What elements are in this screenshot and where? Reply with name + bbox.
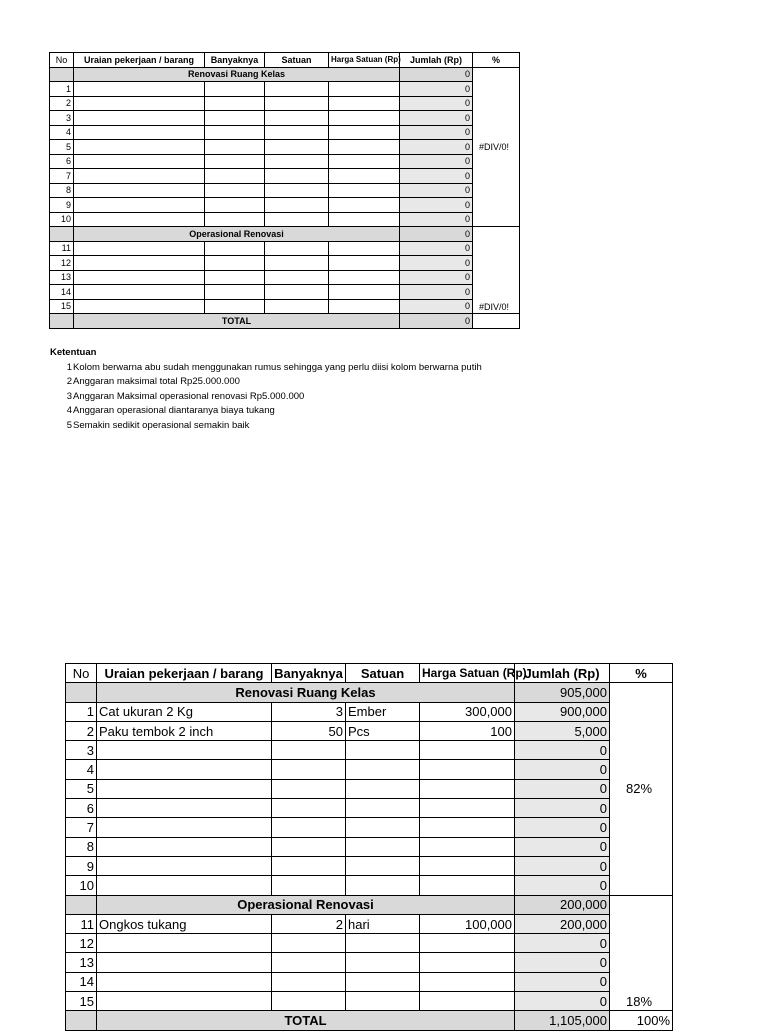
table-row — [50, 256, 520, 271]
section-jumlah: 0 — [400, 227, 473, 242]
row-banyaknya-cell[interactable] — [205, 212, 265, 227]
row-satuan-cell[interactable] — [346, 934, 420, 953]
row-no: 9 — [50, 198, 74, 213]
row-satuan-cell[interactable] — [265, 82, 329, 97]
table-row — [50, 183, 520, 198]
row-satuan-cell[interactable] — [346, 799, 420, 818]
table-row — [50, 299, 520, 314]
row-jumlah-cell: 0 — [400, 125, 473, 140]
table-row — [50, 125, 520, 140]
row-harga-cell[interactable] — [420, 799, 515, 818]
row-satuan-cell[interactable] — [265, 183, 329, 198]
row-no: 6 — [66, 799, 97, 818]
row-banyaknya-cell[interactable] — [205, 256, 265, 271]
row-no: 15 — [66, 992, 97, 1011]
row-banyaknya-cell[interactable] — [205, 154, 265, 169]
table-row — [66, 779, 673, 798]
row-banyaknya-cell[interactable] — [272, 779, 346, 798]
row-banyaknya-cell[interactable] — [272, 934, 346, 953]
section-no-cell — [50, 67, 74, 82]
section-pct: 18% — [610, 895, 673, 1011]
section-row — [66, 683, 673, 702]
row-satuan-cell[interactable] — [346, 856, 420, 875]
row-harga-cell[interactable] — [329, 154, 400, 169]
row-satuan-cell[interactable] — [265, 125, 329, 140]
row-banyaknya-cell[interactable] — [205, 198, 265, 213]
row-harga-cell[interactable] — [329, 125, 400, 140]
note-number: 2 — [66, 376, 72, 387]
header-no: No — [66, 664, 97, 683]
total-row — [66, 1011, 673, 1030]
table-row — [66, 837, 673, 856]
row-uraian-cell[interactable] — [97, 760, 272, 779]
row-uraian-cell[interactable]: Paku tembok 2 inch — [97, 721, 272, 740]
row-jumlah-cell: 200,000 — [515, 914, 610, 933]
row-satuan-cell[interactable] — [265, 285, 329, 300]
row-no: 13 — [50, 270, 74, 285]
table-row — [66, 914, 673, 933]
table-row — [66, 741, 673, 760]
section-title: Operasional Renovasi — [74, 227, 400, 242]
row-uraian-cell[interactable] — [74, 111, 205, 126]
row-banyaknya-cell[interactable] — [205, 183, 265, 198]
note-number: 3 — [66, 390, 72, 402]
row-jumlah-cell: 0 — [515, 876, 610, 895]
row-harga-cell[interactable]: 300,000 — [420, 702, 515, 721]
row-jumlah-cell: 0 — [400, 299, 473, 314]
row-harga-cell[interactable] — [329, 299, 400, 314]
notes-list — [50, 361, 482, 434]
row-banyaknya-cell[interactable] — [272, 953, 346, 972]
row-no: 5 — [66, 779, 97, 798]
header-no: No — [50, 53, 74, 68]
row-uraian-cell[interactable] — [97, 972, 272, 991]
table-row — [50, 111, 520, 126]
note-text: Kolom berwarna abu sudah menggunakan rumus sehingga yang perlu diisi kolom berwarna putih — [73, 361, 482, 373]
row-banyaknya-cell[interactable] — [272, 760, 346, 779]
row-satuan-cell[interactable] — [265, 299, 329, 314]
row-uraian-cell[interactable] — [74, 183, 205, 198]
table-row — [50, 241, 520, 256]
row-no: 2 — [50, 96, 74, 111]
table-row — [66, 760, 673, 779]
table-row — [50, 82, 520, 97]
section-pct: 82% — [610, 683, 673, 895]
row-no: 8 — [66, 837, 97, 856]
row-uraian-cell[interactable] — [97, 856, 272, 875]
row-jumlah-cell: 0 — [515, 799, 610, 818]
section-title: Operasional Renovasi — [97, 895, 515, 914]
row-harga-cell[interactable] — [329, 270, 400, 285]
row-harga-cell[interactable] — [420, 760, 515, 779]
row-satuan-cell[interactable]: hari — [346, 914, 420, 933]
table-row — [50, 198, 520, 213]
row-no: 3 — [50, 111, 74, 126]
section-no-cell — [50, 227, 74, 242]
note-number: 1 — [66, 361, 72, 373]
row-banyaknya-cell[interactable] — [205, 285, 265, 300]
row-jumlah-cell: 0 — [515, 856, 610, 875]
row-jumlah-cell: 0 — [515, 741, 610, 760]
row-satuan-cell[interactable]: Pcs — [346, 721, 420, 740]
row-no: 7 — [50, 169, 74, 184]
row-banyaknya-cell[interactable]: 2 — [272, 914, 346, 933]
row-banyaknya-cell[interactable] — [205, 270, 265, 285]
row-jumlah-cell: 0 — [515, 818, 610, 837]
row-satuan-cell[interactable]: Ember — [346, 702, 420, 721]
total-no-cell — [66, 1011, 97, 1030]
header-harga: Harga Satuan (Rp) — [420, 664, 515, 683]
notes-title: Ketentuan — [50, 347, 97, 358]
row-harga-cell[interactable] — [329, 96, 400, 111]
row-banyaknya-cell[interactable] — [272, 741, 346, 760]
row-no: 11 — [66, 914, 97, 933]
row-jumlah-cell: 0 — [400, 198, 473, 213]
table-row — [66, 992, 673, 1011]
row-satuan-cell[interactable] — [346, 779, 420, 798]
row-harga-cell[interactable] — [329, 256, 400, 271]
row-banyaknya-cell[interactable] — [205, 299, 265, 314]
row-uraian-cell[interactable] — [97, 837, 272, 856]
row-satuan-cell[interactable] — [265, 154, 329, 169]
row-harga-cell[interactable] — [420, 856, 515, 875]
row-harga-cell[interactable] — [329, 212, 400, 227]
table-row — [66, 856, 673, 875]
row-no: 14 — [66, 972, 97, 991]
header-uraian: Uraian pekerjaan / barang — [97, 664, 272, 683]
row-harga-cell[interactable] — [329, 241, 400, 256]
table-body — [50, 67, 520, 328]
row-jumlah-cell: 0 — [400, 111, 473, 126]
row-no: 4 — [66, 760, 97, 779]
row-jumlah-cell: 0 — [515, 934, 610, 953]
row-satuan-cell[interactable] — [346, 818, 420, 837]
row-jumlah-cell: 0 — [400, 183, 473, 198]
row-uraian-cell[interactable] — [97, 876, 272, 895]
row-no: 7 — [66, 818, 97, 837]
row-no: 1 — [50, 82, 74, 97]
row-uraian-cell[interactable] — [74, 241, 205, 256]
table-row — [66, 818, 673, 837]
row-satuan-cell[interactable] — [265, 169, 329, 184]
row-banyaknya-cell[interactable] — [272, 972, 346, 991]
table-row — [66, 972, 673, 991]
row-banyaknya-cell[interactable] — [272, 876, 346, 895]
row-satuan-cell[interactable] — [346, 972, 420, 991]
header-satuan: Satuan — [346, 664, 420, 683]
note-item — [50, 419, 482, 434]
row-harga-cell[interactable] — [329, 169, 400, 184]
row-uraian-cell[interactable] — [74, 96, 205, 111]
section-pct: #DIV/0! — [473, 227, 520, 314]
row-satuan-cell[interactable] — [346, 837, 420, 856]
row-jumlah-cell: 0 — [400, 169, 473, 184]
row-satuan-cell[interactable] — [265, 140, 329, 155]
row-harga-cell[interactable] — [420, 837, 515, 856]
row-banyaknya-cell[interactable] — [272, 992, 346, 1011]
header-jumlah: Jumlah (Rp) — [400, 53, 473, 68]
section-no-cell — [66, 895, 97, 914]
table-row — [50, 285, 520, 300]
row-banyaknya-cell[interactable] — [205, 169, 265, 184]
row-uraian-cell[interactable] — [97, 992, 272, 1011]
row-satuan-cell[interactable] — [346, 741, 420, 760]
section-row — [50, 67, 520, 82]
row-no: 4 — [50, 125, 74, 140]
row-uraian-cell[interactable] — [74, 256, 205, 271]
header-pct: % — [610, 664, 673, 683]
row-jumlah-cell: 0 — [400, 285, 473, 300]
row-jumlah-cell: 0 — [515, 992, 610, 1011]
header-row — [66, 664, 673, 683]
row-jumlah-cell: 0 — [515, 760, 610, 779]
row-no: 9 — [66, 856, 97, 875]
row-uraian-cell[interactable] — [74, 82, 205, 97]
row-jumlah-cell: 0 — [400, 96, 473, 111]
row-uraian-cell[interactable] — [74, 169, 205, 184]
row-uraian-cell[interactable]: Cat ukuran 2 Kg — [97, 702, 272, 721]
note-item — [50, 404, 482, 419]
row-satuan-cell[interactable] — [265, 212, 329, 227]
header-row — [50, 53, 520, 68]
row-jumlah-cell: 900,000 — [515, 702, 610, 721]
note-item — [50, 361, 482, 376]
header-uraian: Uraian pekerjaan / barang — [74, 53, 205, 68]
row-uraian-cell[interactable] — [97, 799, 272, 818]
row-uraian-cell[interactable] — [74, 154, 205, 169]
row-harga-cell[interactable] — [329, 140, 400, 155]
total-jumlah: 1,105,000 — [515, 1011, 610, 1030]
table-row — [50, 96, 520, 111]
row-jumlah-cell: 0 — [515, 837, 610, 856]
row-satuan-cell[interactable] — [265, 111, 329, 126]
header-banyaknya: Banyaknya — [205, 53, 265, 68]
total-pct: 100% — [610, 1011, 673, 1030]
table-row — [66, 721, 673, 740]
row-jumlah-cell: 0 — [515, 779, 610, 798]
row-banyaknya-cell[interactable] — [205, 82, 265, 97]
note-number: 4 — [66, 405, 72, 416]
row-jumlah-cell: 5,000 — [515, 721, 610, 740]
row-no: 14 — [50, 285, 74, 300]
row-uraian-cell[interactable] — [74, 285, 205, 300]
row-harga-cell[interactable] — [420, 876, 515, 895]
table-row — [50, 140, 520, 155]
table-row — [50, 169, 520, 184]
header-jumlah: Jumlah (Rp) — [515, 664, 610, 683]
row-uraian-cell[interactable] — [74, 212, 205, 227]
filled-budget-table — [65, 663, 673, 1031]
row-banyaknya-cell[interactable] — [205, 241, 265, 256]
row-jumlah-cell: 0 — [400, 154, 473, 169]
row-no: 12 — [66, 934, 97, 953]
row-jumlah-cell: 0 — [400, 140, 473, 155]
row-uraian-cell[interactable] — [97, 818, 272, 837]
header-banyaknya: Banyaknya — [272, 664, 346, 683]
row-jumlah-cell: 0 — [400, 256, 473, 271]
row-harga-cell[interactable] — [420, 934, 515, 953]
row-no: 8 — [50, 183, 74, 198]
total-no-cell — [50, 314, 74, 329]
section-row — [66, 895, 673, 914]
table-row — [66, 799, 673, 818]
section-jumlah: 0 — [400, 67, 473, 82]
row-no: 2 — [66, 721, 97, 740]
row-banyaknya-cell[interactable] — [205, 125, 265, 140]
row-harga-cell[interactable] — [420, 741, 515, 760]
row-satuan-cell[interactable] — [346, 760, 420, 779]
table-row — [50, 270, 520, 285]
section-jumlah: 200,000 — [515, 895, 610, 914]
row-jumlah-cell: 0 — [400, 241, 473, 256]
table-row — [66, 953, 673, 972]
total-row — [50, 314, 520, 329]
row-banyaknya-cell[interactable]: 50 — [272, 721, 346, 740]
row-uraian-cell[interactable] — [97, 953, 272, 972]
section-pct: #DIV/0! — [473, 67, 520, 227]
note-item — [50, 390, 482, 405]
row-uraian-cell[interactable] — [74, 198, 205, 213]
table-row — [66, 934, 673, 953]
notes-section — [50, 346, 482, 433]
row-satuan-cell[interactable] — [265, 198, 329, 213]
header-harga: Harga Satuan (Rp) — [329, 53, 400, 68]
total-jumlah: 0 — [400, 314, 473, 329]
row-harga-cell[interactable] — [420, 779, 515, 798]
row-harga-cell[interactable] — [420, 953, 515, 972]
row-satuan-cell[interactable] — [265, 96, 329, 111]
total-label: TOTAL — [97, 1011, 515, 1030]
section-row — [50, 227, 520, 242]
row-uraian-cell[interactable]: Ongkos tukang — [97, 914, 272, 933]
row-banyaknya-cell[interactable] — [272, 818, 346, 837]
row-no: 6 — [50, 154, 74, 169]
row-banyaknya-cell[interactable] — [272, 837, 346, 856]
row-satuan-cell[interactable] — [346, 876, 420, 895]
row-banyaknya-cell[interactable] — [205, 140, 265, 155]
row-banyaknya-cell[interactable]: 3 — [272, 702, 346, 721]
row-jumlah-cell: 0 — [400, 82, 473, 97]
row-uraian-cell[interactable] — [97, 741, 272, 760]
row-harga-cell[interactable]: 100 — [420, 721, 515, 740]
row-no: 13 — [66, 953, 97, 972]
row-satuan-cell[interactable] — [346, 992, 420, 1011]
note-item — [50, 375, 482, 390]
table-row — [50, 212, 520, 227]
row-banyaknya-cell[interactable] — [272, 856, 346, 875]
table-row — [50, 154, 520, 169]
note-number: 5 — [66, 419, 72, 431]
row-uraian-cell[interactable] — [74, 125, 205, 140]
section-no-cell — [66, 683, 97, 702]
row-no: 1 — [66, 702, 97, 721]
note-text: Anggaran Maksimal operasional renovasi Rp5.000.000 — [73, 390, 305, 402]
row-uraian-cell[interactable] — [97, 779, 272, 798]
row-jumlah-cell: 0 — [400, 212, 473, 227]
row-no: 10 — [50, 212, 74, 227]
row-jumlah-cell: 0 — [400, 270, 473, 285]
row-no: 12 — [50, 256, 74, 271]
row-satuan-cell[interactable] — [265, 270, 329, 285]
section-title: Renovasi Ruang Kelas — [97, 683, 515, 702]
row-banyaknya-cell[interactable] — [272, 799, 346, 818]
section-jumlah: 905,000 — [515, 683, 610, 702]
note-text: Anggaran maksimal total Rp25.000.000 — [73, 376, 240, 387]
section-title: Renovasi Ruang Kelas — [74, 67, 400, 82]
row-jumlah-cell: 0 — [515, 953, 610, 972]
row-harga-cell[interactable]: 100,000 — [420, 914, 515, 933]
row-harga-cell[interactable] — [420, 818, 515, 837]
header-satuan: Satuan — [265, 53, 329, 68]
row-harga-cell[interactable] — [329, 198, 400, 213]
row-harga-cell[interactable] — [329, 82, 400, 97]
note-text: Anggaran operasional diantaranya biaya tukang — [73, 405, 275, 416]
row-satuan-cell[interactable] — [265, 241, 329, 256]
total-label: TOTAL — [74, 314, 400, 329]
row-harga-cell[interactable] — [329, 183, 400, 198]
table-row — [66, 876, 673, 895]
row-no: 5 — [50, 140, 74, 155]
row-uraian-cell[interactable] — [74, 270, 205, 285]
template-budget-table — [49, 52, 520, 329]
row-jumlah-cell: 0 — [515, 972, 610, 991]
row-uraian-cell[interactable] — [74, 299, 205, 314]
header-pct: % — [473, 53, 520, 68]
row-harga-cell[interactable] — [420, 992, 515, 1011]
row-banyaknya-cell[interactable] — [205, 96, 265, 111]
row-harga-cell[interactable] — [329, 111, 400, 126]
row-no: 11 — [50, 241, 74, 256]
table-row — [66, 702, 673, 721]
total-pct — [473, 314, 520, 329]
row-no: 10 — [66, 876, 97, 895]
row-uraian-cell[interactable] — [97, 934, 272, 953]
row-satuan-cell[interactable] — [346, 953, 420, 972]
row-no: 15 — [50, 299, 74, 314]
note-text: Semakin sedikit operasional semakin baik — [73, 419, 250, 431]
table-body — [66, 683, 673, 1030]
row-no: 3 — [66, 741, 97, 760]
row-satuan-cell[interactable] — [265, 256, 329, 271]
row-banyaknya-cell[interactable] — [205, 111, 265, 126]
row-harga-cell[interactable] — [420, 972, 515, 991]
row-harga-cell[interactable] — [329, 285, 400, 300]
row-uraian-cell[interactable] — [74, 140, 205, 155]
